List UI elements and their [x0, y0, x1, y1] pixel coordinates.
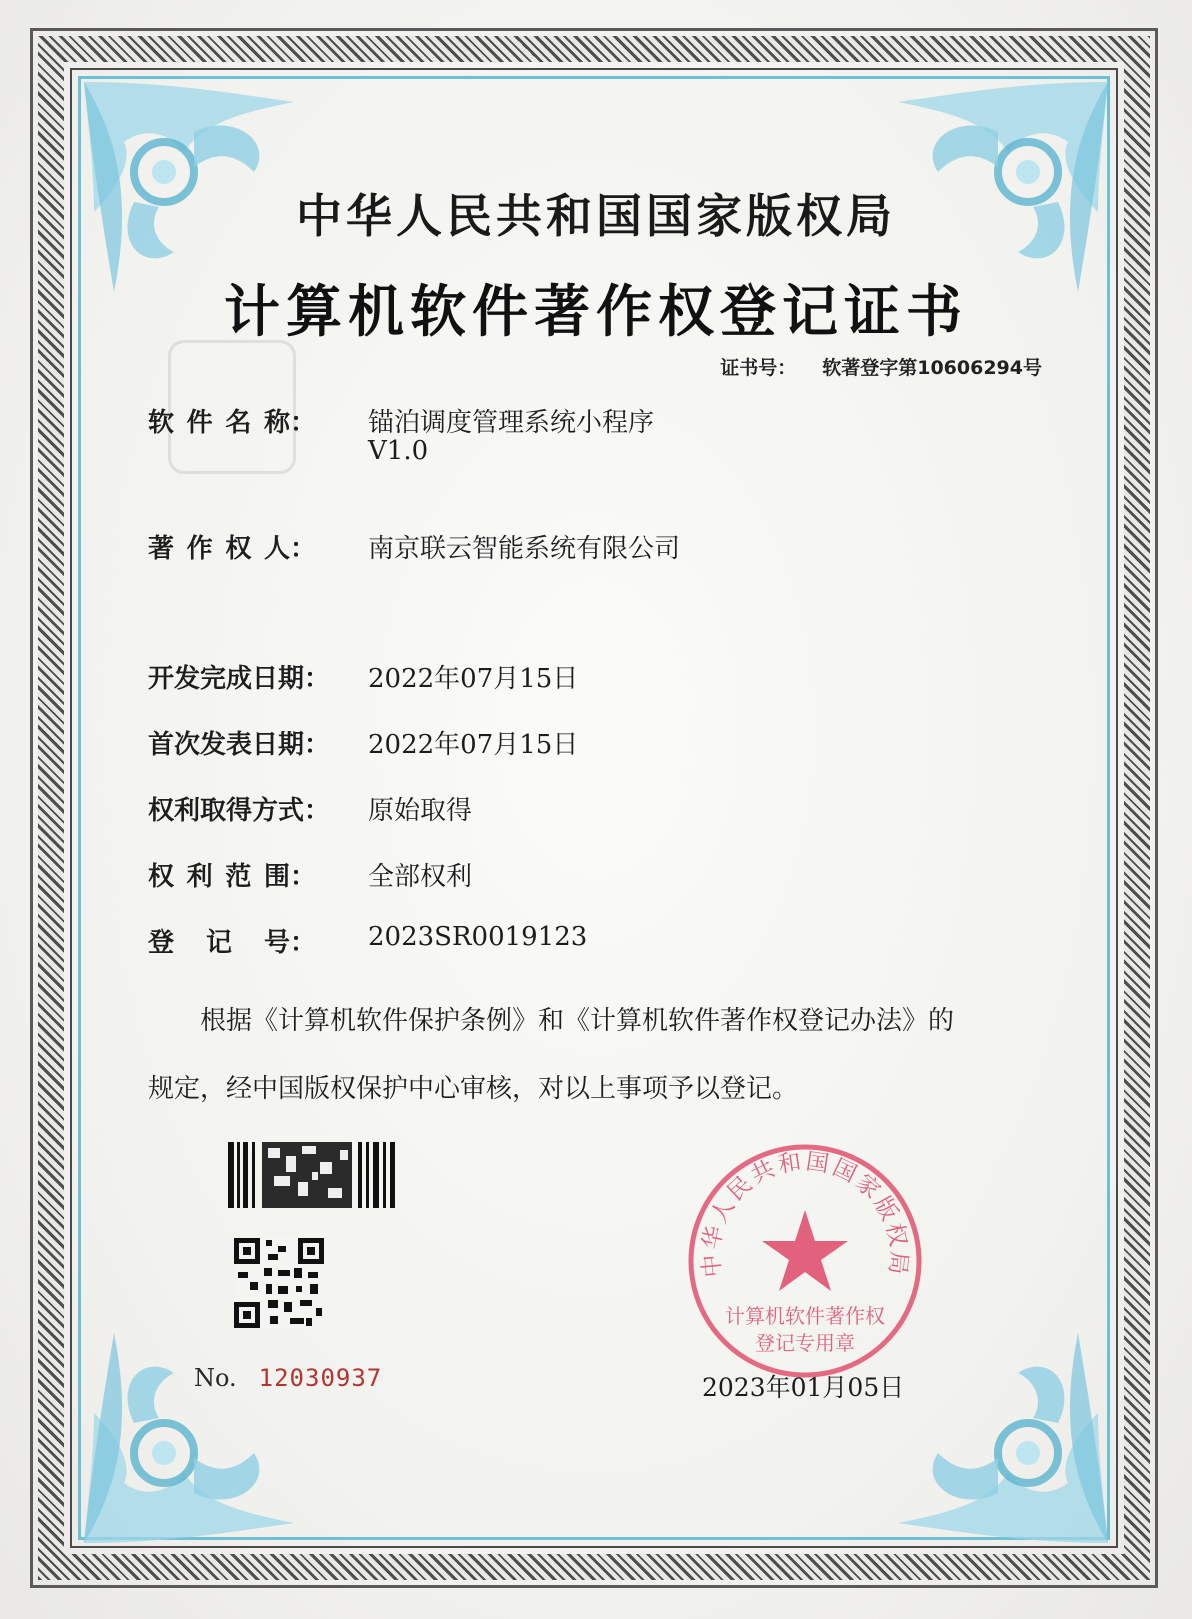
field-label: 软 件 名 称：: [148, 408, 316, 438]
corner-ornament-bottom-left: [74, 1313, 314, 1553]
certificate-title: 计算机软件著作权登记证书: [224, 279, 968, 345]
serial-prefix: No.: [194, 1364, 237, 1392]
qr-code-image: [234, 1238, 324, 1328]
software-name-value: 锚泊调度管理系统小程序: [368, 408, 655, 438]
seal-center-line-2: 登记专用章: [755, 1331, 855, 1355]
star-icon: [762, 1210, 848, 1291]
field-label: 权利取得方式：: [148, 796, 331, 826]
field-label: 首次发表日期：: [148, 730, 331, 760]
pub-date-value: 2022年07月15日: [368, 730, 579, 760]
statement-line-2: 规定，经中国版权保护中心审核，对以上事项予以登记。: [148, 1074, 799, 1104]
official-seal: [682, 1138, 928, 1384]
dev-date-value: 2022年07月15日: [368, 664, 579, 694]
certificate-number-value: 软著登字第10606294号: [822, 357, 1042, 379]
barcode-image: [228, 1142, 398, 1208]
statement-line-1: 根据《计算机软件保护条例》和《计算机软件著作权登记办法》的: [200, 1006, 955, 1036]
field-label: 权 利 范 围：: [148, 862, 316, 892]
seal-center-line-1: 计算机软件著作权: [725, 1304, 885, 1328]
serial-number: [194, 1364, 382, 1392]
seal-ring-text: 中华人民共和国国家版权局: [698, 1148, 912, 1279]
scope-value: 全部权利: [368, 862, 473, 892]
field-label: 登 记 号：: [148, 928, 316, 958]
issue-date: 2023年01月05日: [702, 1373, 905, 1402]
acquire-method-value: 原始取得: [368, 796, 473, 826]
certificate-number-label: 证书号：: [720, 357, 797, 379]
certificate-number: [720, 353, 1042, 380]
serial-value: 12030937: [258, 1364, 383, 1392]
software-version-value: V1.0: [368, 436, 429, 466]
owner-value: 南京联云智能系统有限公司: [368, 534, 681, 564]
field-label: 开发完成日期：: [148, 664, 331, 694]
registration-number-value: 2023SR0019123: [368, 922, 588, 952]
issuer-heading: 中华人民共和国国家版权局: [296, 189, 896, 243]
field-label: 著 作 权 人：: [148, 534, 316, 564]
